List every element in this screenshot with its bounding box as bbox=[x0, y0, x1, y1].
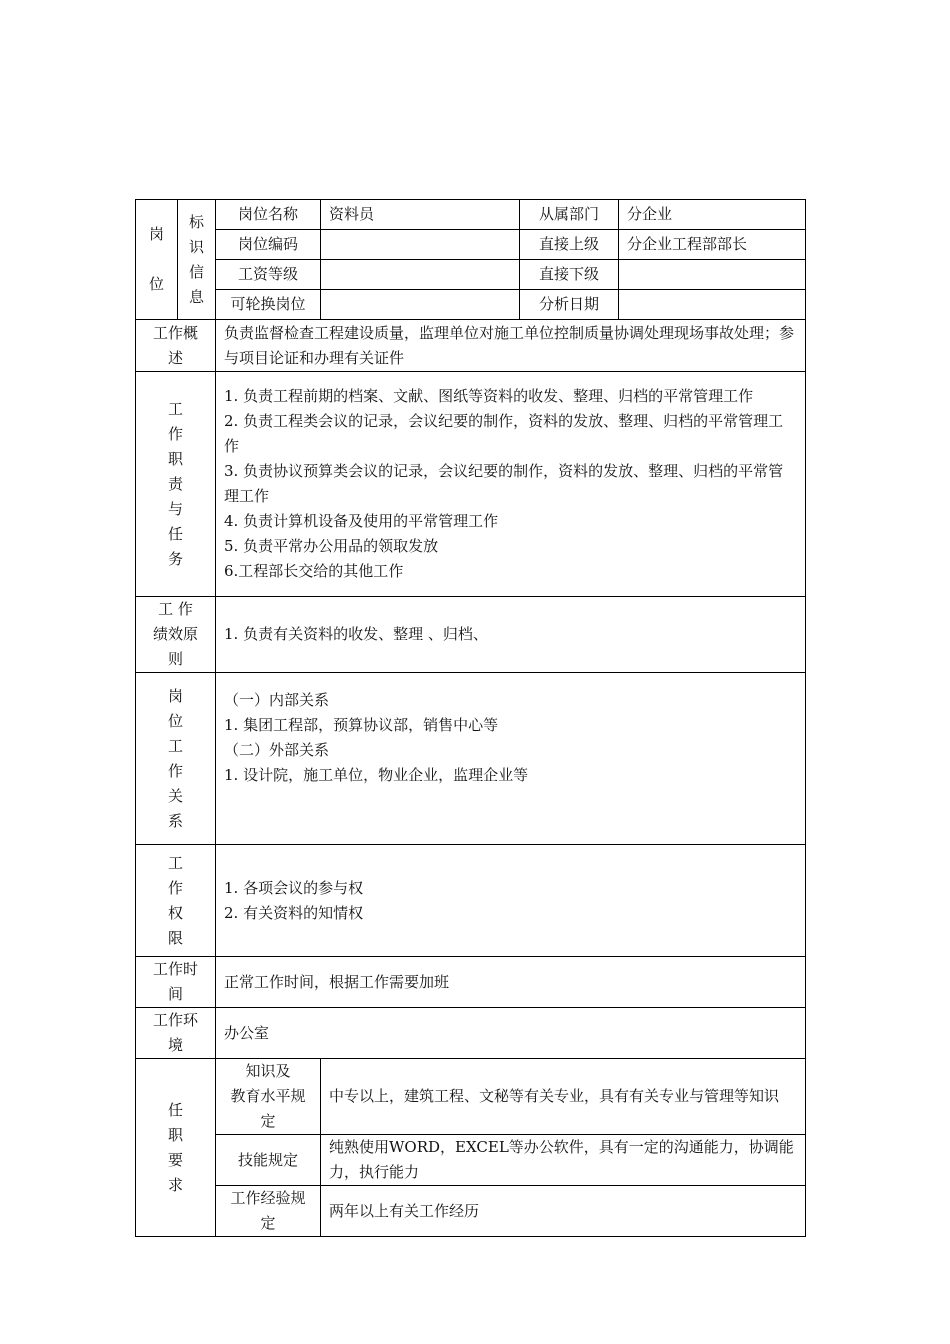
requirement-row-skills bbox=[136, 1135, 806, 1186]
duty-item: 1. 负责工程前期的档案、文献、图纸等资料的收发、整理、归档的平常管理工作 bbox=[224, 387, 754, 405]
duty-item: 5. 负责平常办公用品的领取发放 bbox=[224, 537, 439, 555]
salary-grade-value bbox=[321, 260, 520, 290]
header-row-3 bbox=[136, 260, 806, 290]
duty-item: 3. 负责协议预算类会议的记录，会议纪要的制作，资料的发放、整理、归档的平常管理工作 bbox=[224, 462, 784, 505]
work-env-label: 工作环 境 bbox=[136, 1008, 216, 1059]
duty-item: 4. 负责计算机设备及使用的平常管理工作 bbox=[224, 512, 499, 530]
direct-superior-value: 分企业工程部部长 bbox=[619, 230, 806, 260]
performance-row bbox=[136, 597, 806, 673]
authority-list bbox=[216, 845, 806, 957]
duties-row bbox=[136, 372, 806, 597]
experience-label: 工作经验规定 bbox=[216, 1186, 321, 1237]
relations-label: 岗 位 工 作 关 系 bbox=[136, 673, 216, 845]
header-row-2 bbox=[136, 230, 806, 260]
rotatable-position-label: 可轮换岗位 bbox=[216, 290, 321, 320]
authority-line: 2. 有关资料的知情权 bbox=[224, 903, 364, 922]
requirement-row-experience bbox=[136, 1186, 806, 1237]
department-value: 分企业 bbox=[619, 200, 806, 230]
overview-row bbox=[136, 320, 806, 372]
work-time-row bbox=[136, 957, 806, 1008]
duties-label: 工 作 职 责 与 任 务 bbox=[136, 372, 216, 597]
relation-line: 1. 设计院，施工单位，物业企业，监理企业等 bbox=[224, 766, 529, 784]
rotatable-position-value bbox=[321, 290, 520, 320]
identification-info-label: 标 识 信 息 bbox=[178, 200, 216, 320]
skills-label: 技能规定 bbox=[216, 1135, 321, 1186]
performance-text: 1. 负责有关资料的收发、整理 、归档、 bbox=[216, 597, 806, 673]
relations-list bbox=[216, 673, 806, 845]
knowledge-text: 中专以上，建筑工程、文秘等有关专业，具有有关专业与管理等知识 bbox=[321, 1059, 806, 1135]
analysis-date-value bbox=[619, 290, 806, 320]
position-name-label: 岗位名称 bbox=[216, 200, 321, 230]
duty-item: 6.工程部长交给的其他工作 bbox=[224, 562, 404, 580]
work-time-label: 工作时 间 bbox=[136, 957, 216, 1008]
header-row-1 bbox=[136, 200, 806, 230]
work-env-text: 办公室 bbox=[216, 1008, 806, 1059]
relation-line: （一）内部关系 bbox=[224, 691, 330, 709]
skills-text: 纯熟使用WORD，EXCEL等办公软件，具有一定的沟通能力，协调能力，执行能力 bbox=[321, 1135, 806, 1186]
position-code-value bbox=[321, 230, 520, 260]
requirement-row-knowledge bbox=[136, 1059, 806, 1135]
overview-text: 负责监督检查工程建设质量，监理单位对施工单位控制质量协调处理现场事故处理；参与项目论证和办理有关证件 bbox=[216, 320, 806, 372]
department-label: 从属部门 bbox=[520, 200, 619, 230]
duties-list bbox=[216, 372, 806, 597]
header-row-4 bbox=[136, 290, 806, 320]
relations-row bbox=[136, 673, 806, 845]
authority-row bbox=[136, 845, 806, 957]
experience-text: 两年以上有关工作经历 bbox=[321, 1186, 806, 1237]
authority-label: 工 作 权 限 bbox=[136, 845, 216, 957]
performance-label: 工 作 绩效原 则 bbox=[136, 597, 216, 673]
duty-item: 2. 负责工程类会议的记录，会议纪要的制作，资料的发放、整理、归档的平常管理工作 bbox=[224, 412, 784, 455]
authority-line: 1. 各项会议的参与权 bbox=[224, 878, 364, 897]
knowledge-label: 知识及 教育水平规定 bbox=[216, 1059, 321, 1135]
work-time-text: 正常工作时间，根据工作需要加班 bbox=[216, 957, 806, 1008]
job-description-table bbox=[135, 199, 806, 1237]
work-env-row bbox=[136, 1008, 806, 1059]
direct-subordinate-label: 直接下级 bbox=[520, 260, 619, 290]
direct-superior-label: 直接上级 bbox=[520, 230, 619, 260]
salary-grade-label: 工资等级 bbox=[216, 260, 321, 290]
position-group-label: 岗 位 bbox=[136, 200, 178, 320]
direct-subordinate-value bbox=[619, 260, 806, 290]
overview-label: 工作概 述 bbox=[136, 320, 216, 372]
relation-line: （二）外部关系 bbox=[224, 741, 330, 759]
requirements-label: 任 职 要 求 bbox=[136, 1059, 216, 1237]
analysis-date-label: 分析日期 bbox=[520, 290, 619, 320]
position-name-value: 资料员 bbox=[321, 200, 520, 230]
position-code-label: 岗位编码 bbox=[216, 230, 321, 260]
relation-line: 1. 集团工程部，预算协议部，销售中心等 bbox=[224, 716, 499, 734]
